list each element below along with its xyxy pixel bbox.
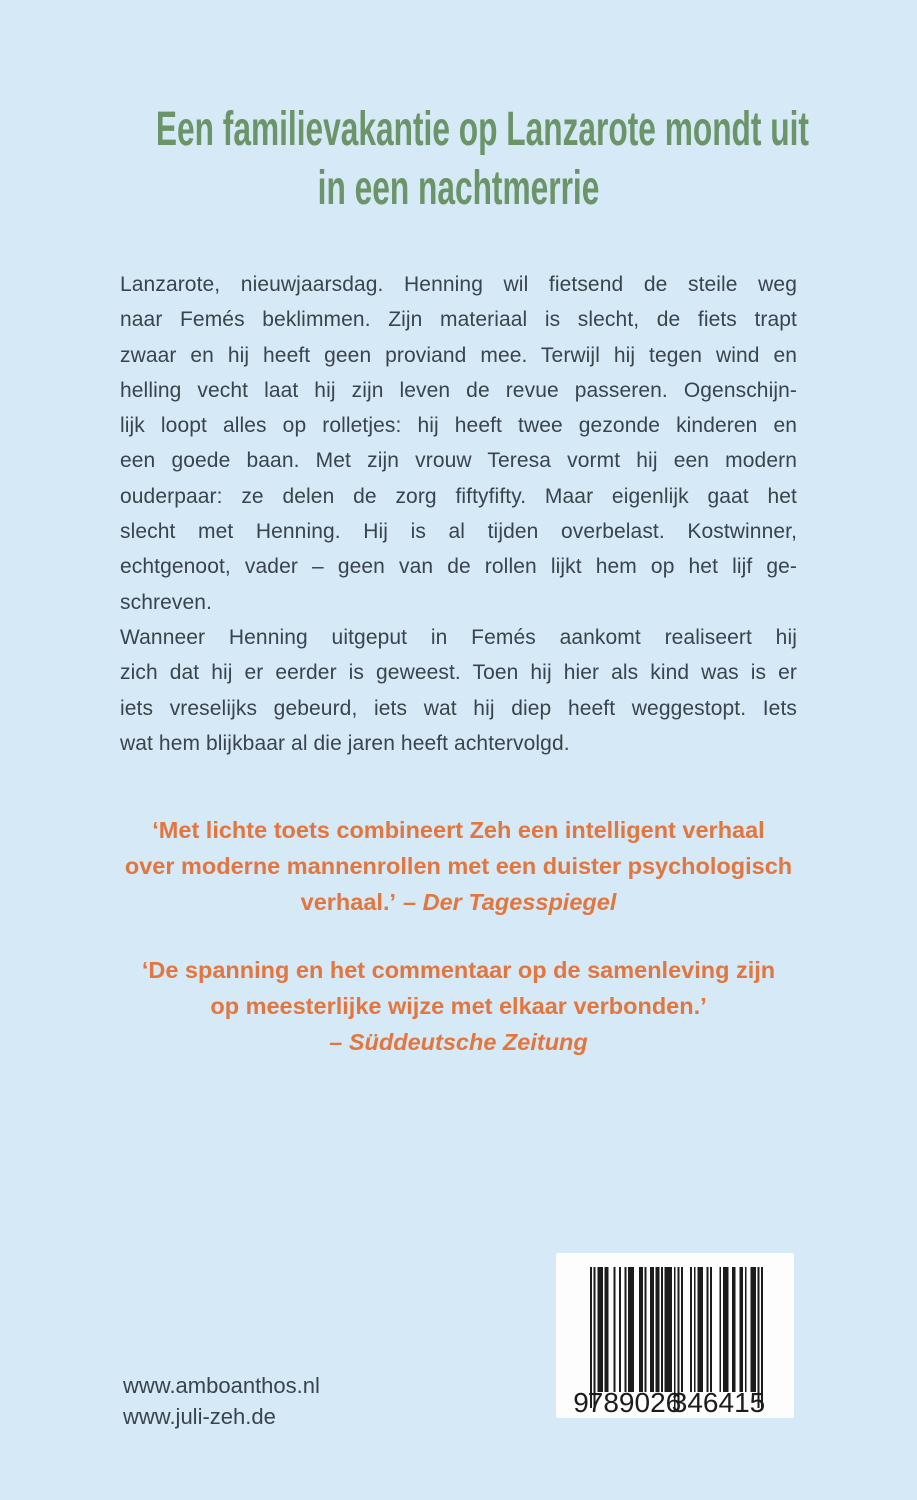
- tagline: [0, 100, 917, 218]
- press-quote-sueddeutsche: [0, 952, 917, 1060]
- quote-line: ‘De spanning en het commentaar op de samenleving zijn: [141, 957, 776, 983]
- synopsis-line: iets vreselijks gebeurd, iets wat hij diep heeft weggestopt. Iets: [120, 696, 797, 720]
- synopsis-line: zich dat hij er eerder is geweest. Toen hij hier als kind was is er: [120, 661, 797, 685]
- synopsis-line: helling vecht laat hij zijn leven de revue passeren. Ogenschijn-: [120, 378, 797, 402]
- synopsis-line: Lanzarote, nieuwjaarsdag. Henning wil fietsend de steile weg: [120, 273, 797, 296]
- barcode-digit-group: 346415: [671, 1387, 766, 1415]
- ean-barcode-svg: [570, 1265, 780, 1415]
- barcode-digit-group: 9: [573, 1387, 589, 1415]
- synopsis-line: naar Femés beklimmen. Zijn materiaal is slecht, de fiets trapt: [120, 308, 797, 332]
- synopsis-line: ouderpaar: ze delen de zorg fiftyfifty. Maar eigenlijk gaat het: [120, 484, 797, 508]
- quote-line: ‘Met lichte toets combineert Zeh een intelligent verhaal: [152, 817, 765, 843]
- synopsis-line: een goede baan. Met zijn vrouw Teresa vormt hij een modern: [120, 449, 797, 473]
- quote-line: op meesterlijke wijze met elkaar verbonden.’: [210, 993, 707, 1019]
- barcode-digit-group: 789026: [587, 1387, 682, 1415]
- synopsis-line: echtgenoot, vader – geen van de rollen lijkt hem op het lijf ge-: [120, 555, 797, 579]
- tagline-line: in een nachtmerrie: [317, 162, 600, 215]
- press-quote-tagesspiegel: [0, 812, 917, 920]
- synopsis-paragraph-end: wat hem blijkbaar al die jaren heeft achtervolgd.: [120, 731, 570, 755]
- synopsis-line: Wanneer Henning uitgeput in Femés aankomt realiseert hij: [120, 625, 797, 649]
- publisher-url: www.amboanthos.nl: [123, 1373, 320, 1398]
- synopsis-line: slecht met Henning. Hij is al tijden overbelast. Kostwinner,: [120, 520, 797, 544]
- synopsis-line: zwaar en hij heeft geen proviand mee. Terwijl hij tegen wind en: [120, 343, 797, 367]
- synopsis-line: lijk loopt alles op rolletjes: hij heeft twee gezonde kinderen en: [120, 414, 797, 438]
- synopsis-paragraph-end: schreven.: [120, 590, 212, 614]
- quote-attribution: – Süddeutsche Zeitung: [329, 1029, 588, 1055]
- quote-line: [0, 884, 917, 920]
- synopsis: [120, 267, 797, 761]
- quote-text-end: verhaal.’: [300, 889, 397, 915]
- author-url: www.juli-zeh.de: [123, 1403, 276, 1429]
- tagline-line: Een familievakantie op Lanzarote mondt uit: [155, 103, 809, 156]
- barcode: [556, 1253, 794, 1418]
- quote-attribution: – Der Tagesspiegel: [403, 889, 617, 915]
- quote-line: over moderne mannenrollen met een duister psychologisch: [124, 853, 793, 879]
- footer-urls: [123, 1371, 320, 1432]
